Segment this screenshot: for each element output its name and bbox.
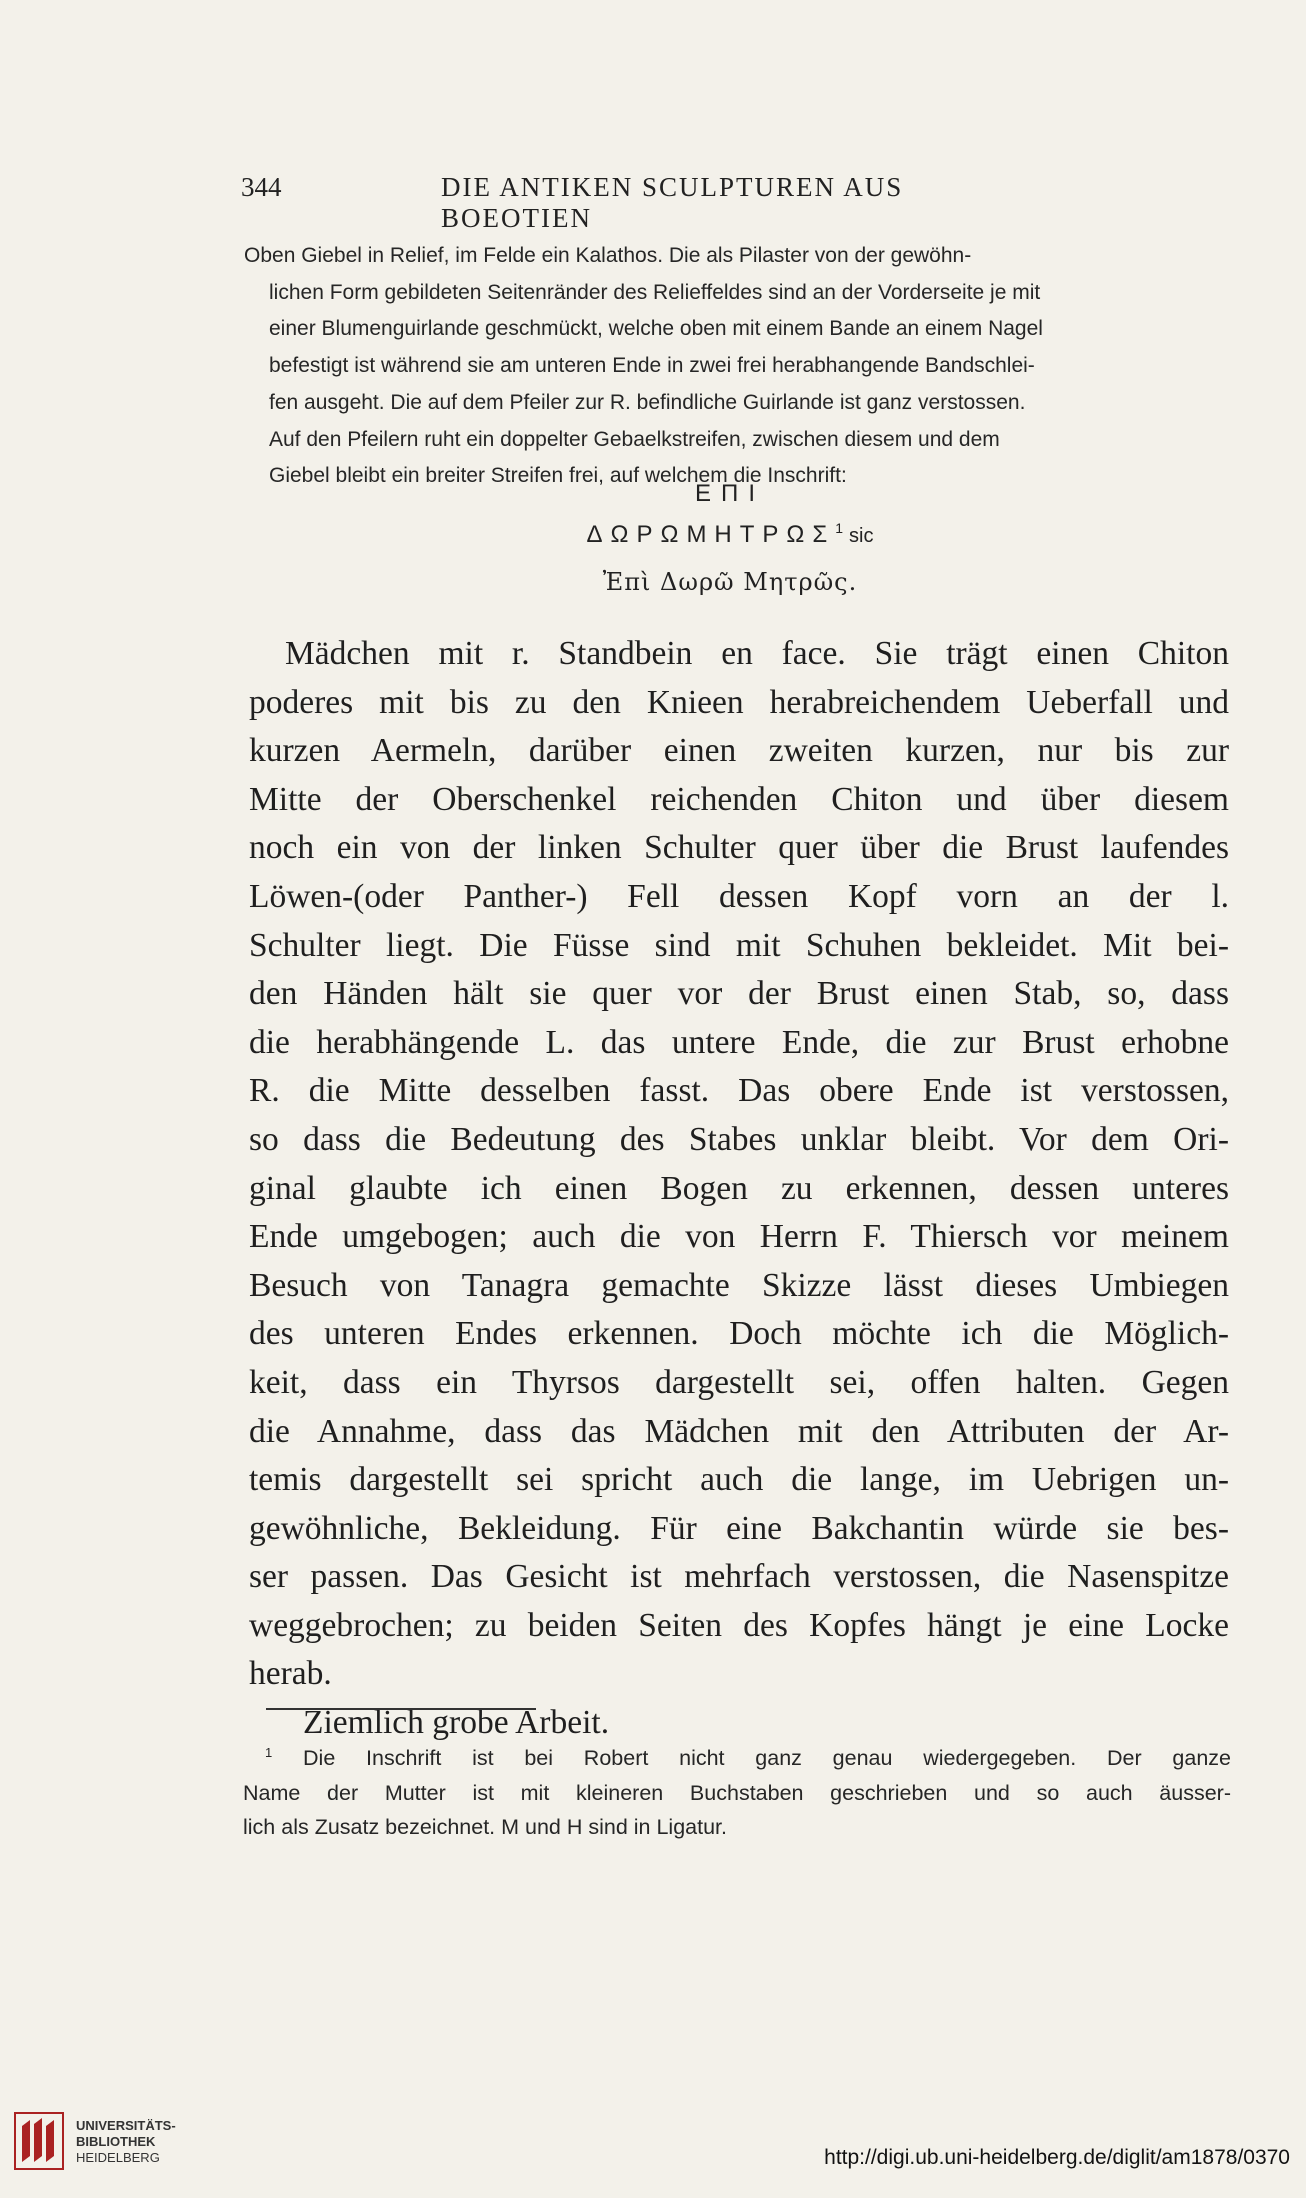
main-line: temis dargestellt sei spricht auch die lange, im Uebrigen un- (249, 1461, 1229, 1499)
main-line: kurzen Aermeln, darüber einen zweiten kurzen, nur bis zur (249, 732, 1229, 770)
footnote-line-text: Die Inschrift ist bei Robert nicht ganz genau wiedergegeben. Der ganze (303, 1746, 1231, 1771)
intro-paragraph (244, 238, 1226, 495)
page-number: 344 (241, 172, 282, 202)
footnote-divider (266, 1708, 536, 1710)
intro-line: Giebel bleibt ein breiter Streifen frei, auf welchem die Inschrift: (269, 464, 847, 488)
main-line: so dass die Bedeutung des Stabes unklar bleibt. Vor dem Ori- (249, 1120, 1229, 1158)
inscription-transcription: Ἐπὶ Δωρῶ Μητρῶς. (602, 568, 858, 596)
main-line: gewöhnliche, Bekleidung. Für eine Bakchantin würde sie bes- (249, 1509, 1229, 1547)
logo-line-3: HEIDELBERG (76, 2150, 160, 2165)
footnote-marker: 1 (835, 520, 844, 536)
main-line: noch ein von der linken Schulter quer über die Brust laufendes (249, 829, 1229, 867)
main-line: Mitte der Oberschenkel reichenden Chiton und über diesem (249, 780, 1229, 818)
main-line: Mädchen mit r. Standbein en face. Sie trägt einen Chiton (285, 635, 1229, 672)
main-line: keit, dass ein Thyrsos dargestellt sei, offen halten. Gegen (249, 1363, 1229, 1401)
main-line: ser passen. Das Gesicht ist mehrfach verstossen, die Nasenspitze (249, 1558, 1229, 1596)
main-line: herab. (249, 1655, 332, 1693)
inscription-line-2 (520, 520, 940, 549)
footnote-line (243, 1736, 1231, 1776)
main-line: die Annahme, dass das Mädchen mit den Attributen der Ar- (249, 1412, 1229, 1450)
intro-line: Auf den Pfeilern ruht ein doppelter Gebaelkstreifen, zwischen diesem und dem (269, 427, 1000, 451)
inscription-line-1: ΕΠΙ (694, 480, 765, 507)
intro-line: Oben Giebel in Relief, im Felde ein Kalathos. Die als Pilaster von der gewöhn- (244, 244, 972, 267)
library-emblem-icon (14, 2112, 64, 2170)
main-line: Ende umgebogen; auch die von Herrn F. Thiersch vor meinem (249, 1218, 1229, 1256)
source-url-link[interactable]: http://digi.ub.uni-heidelberg.de/diglit/am1878/0370 (824, 2146, 1290, 2169)
main-line: R. die Mitte desselben fasst. Das obere Ende ist verstossen, (249, 1072, 1229, 1110)
logo-line-1: UNIVERSITÄTS- (76, 2118, 176, 2133)
intro-line: befestigt ist während sie am unteren Ende in zwei frei herabhangende Bandschlei- (269, 354, 1035, 378)
intro-line: fen ausgeht. Die auf dem Pfeiler zur R. befindliche Guirlande ist ganz verstossen. (269, 390, 1026, 414)
footnote-line: Name der Mutter ist mit kleineren Buchstaben geschrieben und so auch äusser- (243, 1780, 1231, 1805)
main-line: ginal glaubte ich einen Bogen zu erkennen, dessen unteres (249, 1169, 1229, 1207)
logo-line-2: BIBLIOTHEK (76, 2134, 156, 2149)
inscription-greek-text: ΔΩΡΩΜΗΤΡΩΣ (586, 521, 836, 548)
footnote-number: 1 (265, 1745, 273, 1760)
intro-line: lichen Form gebildeten Seitenränder des Relieffeldes sind an der Vorderseite je mit (269, 280, 1041, 304)
library-logo (14, 2112, 184, 2172)
main-line: weggebrochen; zu beiden Seiten des Kopfes hängt je eine Locke (249, 1606, 1229, 1644)
main-line: die herabhängende L. das untere Ende, die zur Brust erhobne (249, 1023, 1229, 1061)
running-head: DIE ANTIKEN SCULPTUREN AUS BOEOTIEN (441, 172, 904, 233)
footnote (243, 1736, 1231, 1845)
main-line: des unteren Endes erkennen. Doch möchte ich die Möglich- (249, 1315, 1229, 1353)
main-text (249, 630, 1229, 1748)
intro-line: einer Blumenguirlande geschmückt, welche oben mit einem Bande an einem Nagel (269, 317, 1043, 341)
main-line: Löwen-(oder Panther-) Fell dessen Kopf vorn an der l. (249, 877, 1229, 915)
page-header (241, 172, 1021, 233)
footnote-line: lich als Zusatz bezeichnet. M und H sind in Ligatur. (243, 1815, 728, 1840)
main-line: Besuch von Tanagra gemachte Skizze lässt dieses Umbiegen (249, 1266, 1229, 1304)
main-line: Schulter liegt. Die Füsse sind mit Schuhen bekleidet. Mit bei- (249, 926, 1229, 964)
main-line: den Händen hält sie quer vor der Brust einen Stab, so, dass (249, 975, 1229, 1013)
sic-note: sic (849, 525, 874, 547)
main-closing-line: Ziemlich grobe Arbeit. (303, 1704, 610, 1742)
main-line: poderes mit bis zu den Knieen herabreichendem Ueberfall und (249, 683, 1229, 721)
